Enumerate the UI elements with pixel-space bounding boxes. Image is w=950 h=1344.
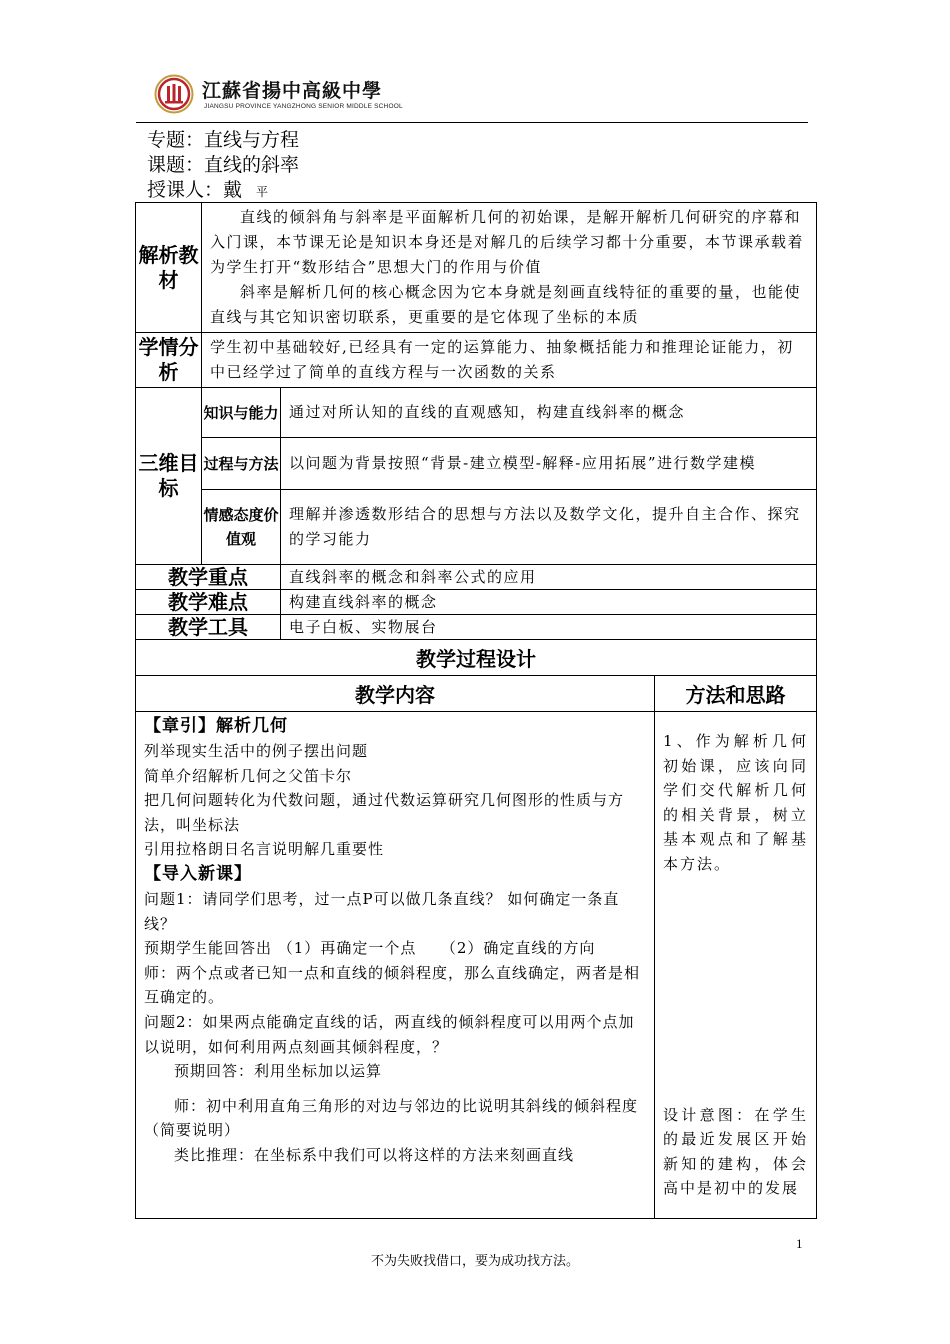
- row-goal-knowledge: [136, 388, 817, 438]
- row-key-point: [136, 565, 817, 590]
- school-name-en: JIANGSU PROVINCE YANGZHONG SENIOR MIDDLE SCHOOL: [204, 103, 403, 110]
- heading-new-lesson: 【导入新课】: [144, 863, 252, 884]
- footer-motto: 不为失败找借口，要为成功找方法。: [370, 1253, 579, 1268]
- label-difficulty: 教学难点: [136, 590, 281, 615]
- teacher-label: 授课人：戴: [147, 179, 243, 201]
- content-line: 预期回答：利用坐标加以运算: [174, 1062, 383, 1081]
- label-goals: 三维目标: [136, 388, 202, 565]
- topic-line: 专题：直线与方程: [147, 129, 300, 151]
- content-line: 把几何问题转化为代数问题，通过代数运算研究几何图形的性质与方法，叫坐标法: [144, 791, 625, 834]
- page-number: 1: [796, 1236, 803, 1251]
- header-divider: [136, 122, 808, 123]
- method-note-1: 1、作为解析几何初始课，应该向同学们交代解析几何的相关背景，树立基本观点和了解基本方法。: [663, 732, 809, 873]
- col-header-content: 教学内容: [136, 676, 655, 712]
- process-title: 教学过程设计: [136, 640, 817, 676]
- school-logo-icon: [154, 74, 194, 114]
- heading-chapter-intro: 【章引】解析几何: [144, 716, 288, 736]
- row-difficulty: [136, 590, 817, 615]
- text-goal-process: 以问题为背景按照“背景-建立模型-解释-应用拓展”进行数学建模: [281, 438, 817, 490]
- row-goal-process: [136, 438, 817, 490]
- lesson-line: 课题：直线的斜率: [147, 154, 300, 176]
- row-tools: [136, 615, 817, 640]
- text-goal-knowledge: 通过对所认知的直线的直观感知，构建直线斜率的概念: [281, 388, 817, 438]
- teaching-method: [655, 712, 817, 1219]
- lesson-plan-table: [135, 202, 817, 1219]
- content-line: 简单介绍解析几何之父笛卡尔: [144, 766, 353, 785]
- label-goal-process: 过程与方法: [202, 438, 281, 490]
- content-line: 类比推理：在坐标系中我们可以将这样的方法来刻画直线: [174, 1145, 575, 1164]
- text-goal-emotion: 理解并渗透数形结合的思想与方法以及数学文化，提升自主合作、探究的学习能力: [281, 490, 817, 565]
- content-line: 问题1：请同学们思考，过一点P可以做几条直线？ 如何确定一条直线？: [144, 889, 620, 933]
- content-line: 列举现实生活中的例子摆出问题: [144, 742, 369, 760]
- row-process-header: [136, 676, 817, 712]
- label-analysis-material: 解析教材: [136, 203, 202, 333]
- row-analysis-material: [136, 203, 817, 333]
- content-line: 引用拉格朗日名言说明解几重要性: [144, 840, 385, 859]
- text-student-analysis: 学生初中基础较好,已经具有一定的运算能力、抽象概括能力和推理论证能力，初中已经学过了简单的直线方程与一次函数的关系: [202, 333, 817, 388]
- content-line: 问题2：如果两点能确定直线的话，两直线的倾斜程度可以用两个点加以说明，如何利用两点刻画其倾斜程度，？: [144, 1012, 635, 1056]
- text-key-point: 直线斜率的概念和斜率公式的应用: [281, 565, 817, 590]
- row-goal-emotion: [136, 490, 817, 565]
- school-name-cn: 江蘇省揚中高級中學: [202, 80, 383, 102]
- row-process-body: [136, 712, 817, 1219]
- school-header: [136, 70, 808, 122]
- teacher-line: [147, 178, 268, 204]
- label-tools: 教学工具: [136, 615, 281, 640]
- label-goal-knowledge: 知识与能力: [202, 388, 281, 438]
- col-header-method: 方法和思路: [655, 676, 817, 712]
- label-student-analysis: 学情分析: [136, 333, 202, 388]
- content-line: 师：两个点或者已知一点和直线的倾斜程度，那么直线确定，两者是相互确定的。: [144, 963, 641, 1007]
- row-process-title: [136, 640, 817, 676]
- label-key-point: 教学重点: [136, 565, 281, 590]
- text-analysis-material: 直线的倾斜角与斜率是平面解析几何的初始课，是解开解析几何研究的序幕和入门课，本节课无论是知识本身还是对解几的后续学习都十分重要，本节课承载着为学生打开“数形结合”思想大门的作用与价值 斜率是解析几何的核心概念因为它本身就是刻画直线特征的重要的量，也能使直线与其它知识密切联系，更重要的是它体现了坐标的本质: [202, 203, 817, 333]
- text-tools: 电子白板、实物展台: [281, 615, 817, 640]
- text-difficulty: 构建直线斜率的概念: [281, 590, 817, 615]
- row-student-analysis: [136, 333, 817, 388]
- content-line: 预期学生能回答出 （1）再确定一个点 （2）确定直线的方向: [144, 939, 596, 958]
- method-note-2: 设计意图：在学生的最近发展区开始新知的建构，体会高中是初中的发展: [663, 1105, 809, 1198]
- content-line: 师：初中利用直角三角形的对边与邻边的比说明其斜线的倾斜程度（简要说明）: [144, 1096, 639, 1140]
- teacher-suffix: 平: [256, 185, 269, 199]
- label-goal-emotion: 情感态度价值观: [202, 490, 281, 565]
- teaching-content: [136, 712, 655, 1219]
